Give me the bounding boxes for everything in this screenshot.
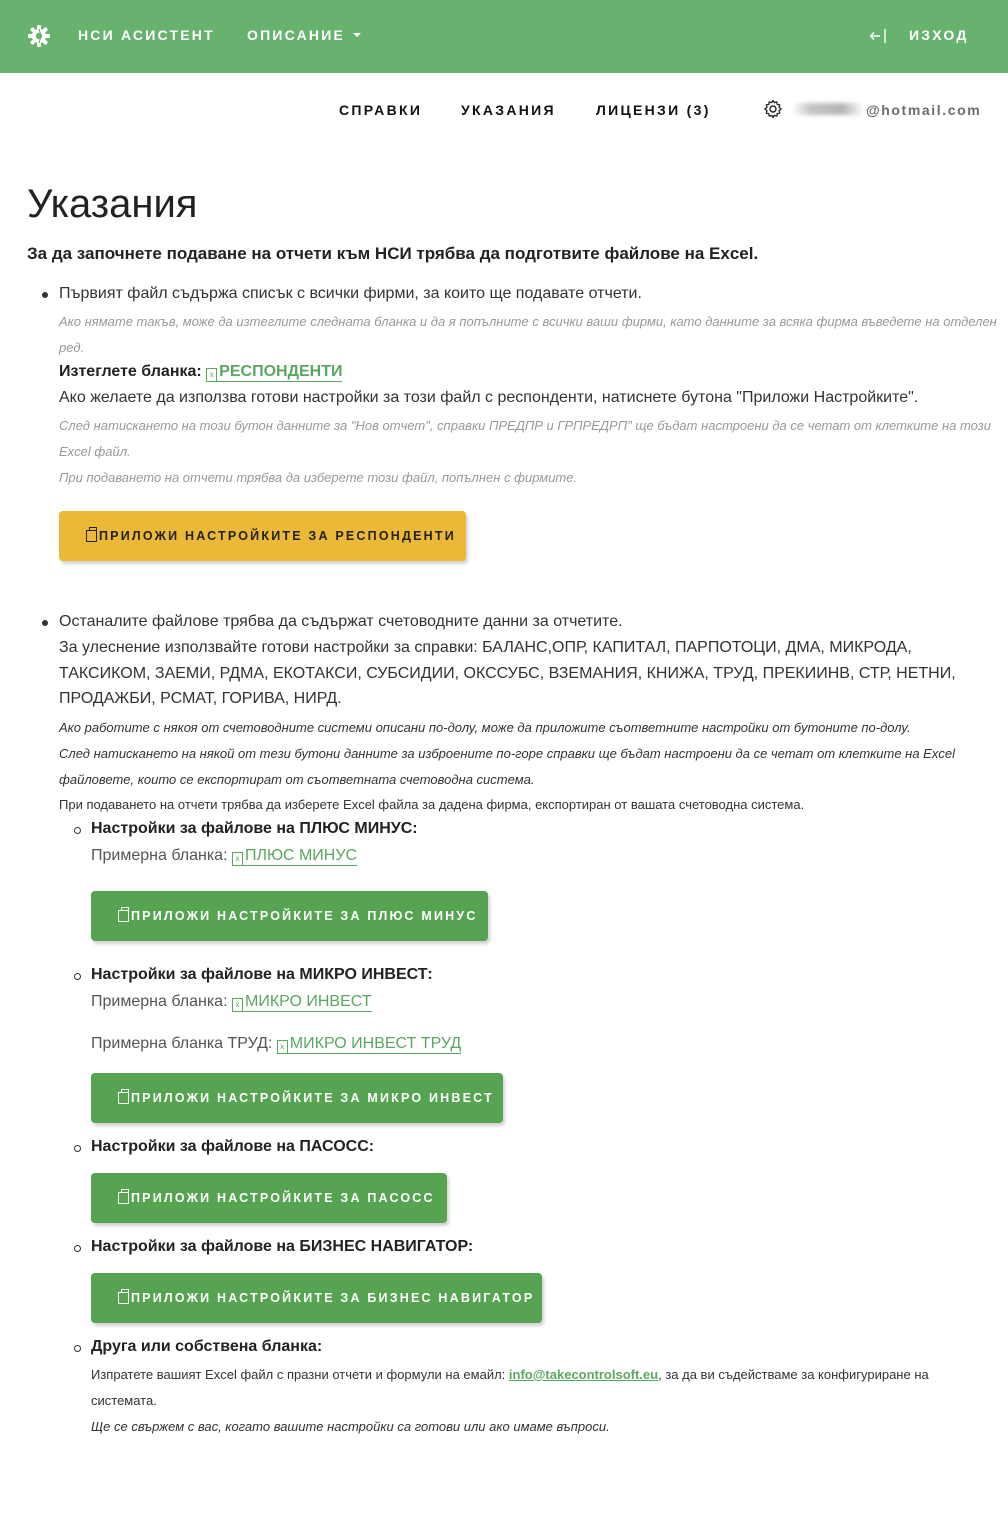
excel-file-icon: x [232, 998, 243, 1012]
custom-note: Ще се свържем с вас, когато вашите настройки са готови или ако имаме въпроси. [91, 1419, 610, 1434]
section2-note1: Ако работите с някоя от счетоводните системи описани по-долу, може да приложите съответните настройки от бутоните по-долу. [59, 720, 911, 735]
apply-plus-minus-label: ПРИЛОЖИ НАСТРОЙКИТЕ ЗА ПЛЮС МИНУС [131, 909, 478, 923]
micro-invest-sample [91, 993, 372, 1012]
respondents-link-label: РЕСПОНДЕНТИ [219, 363, 343, 380]
apply-micro-invest-label: ПРИЛОЖИ НАСТРОЙКИТЕ ЗА МИКРО ИНВЕСТ [131, 1091, 494, 1105]
micro-invest-file-link[interactable] [232, 993, 372, 1012]
plus-minus-sample [91, 847, 357, 866]
apply-respondents-label: ПРИЛОЖИ НАСТРОЙКИТЕ ЗА РЕСПОНДЕНТИ [99, 529, 456, 543]
section1-note2: След натискането на този бутон данните за "Нов отчет", справки ПРЕДПР и ГРПРЕДРП" ще бъдат настроени да се четат от клетките на този [59, 418, 992, 433]
sample-label: Примерна бланка: [91, 993, 228, 1010]
cog-logo-icon[interactable] [27, 24, 51, 48]
respondents-file-link[interactable] [206, 363, 342, 382]
circle-marker [74, 1145, 81, 1152]
section1-note1-cont: ред. [59, 340, 85, 355]
logout-icon[interactable] [869, 28, 887, 44]
clipboard-icon [118, 910, 129, 922]
excel-file-icon: x [206, 368, 217, 382]
custom-text [91, 1367, 929, 1382]
section1-note3: При подаването на отчети трябва да изберете този файл, попълнен с фирмите. [59, 470, 578, 485]
section2-line4: ПРОДАЖБИ, РСМАТ, ГОРИВА, НИРД. [59, 690, 342, 707]
apply-plus-minus-button[interactable] [91, 891, 488, 941]
section2-line1: Останалите файлове трябва да съдържат счетоводните данни за отчетите. [59, 613, 623, 630]
circle-marker [74, 973, 81, 980]
micro-invest-trud-file-link[interactable] [277, 1035, 461, 1054]
bullet-marker [42, 292, 48, 298]
nav-instructions[interactable]: УКАЗАНИЯ [461, 102, 556, 118]
section2-note2-cont: файловете, които се експортират от съответната счетоводна система. [59, 772, 535, 787]
download-label: Изтеглете бланка: [59, 363, 202, 380]
plus-minus-link-label: ПЛЮС МИНУС [244, 847, 358, 864]
apply-business-navigator-label: ПРИЛОЖИ НАСТРОЙКИТЕ ЗА БИЗНЕС НАВИГАТОР [131, 1291, 535, 1305]
download-row [59, 363, 342, 382]
excel-file-icon: x [232, 852, 243, 866]
top-navbar [0, 0, 1008, 73]
micro-invest-heading: Настройки за файлове на МИКРО ИНВЕСТ: [91, 966, 433, 983]
pasoss-heading: Настройки за файлове на ПАСОСС: [91, 1138, 375, 1155]
section1-note1: Ако нямате такъв, може да изтеглите следната бланка и да я попълните с всички ваши фирми, като данните за всяка фирма въведете на отделен [59, 314, 997, 329]
contact-email-link[interactable]: info@takecontrolsoft.eu [508, 1367, 659, 1382]
section2-line2: За улеснение използвайте готови настройки за справки: БАЛАНС,ОПР, КАПИТАЛ, ПАРПОТОЦИ, ДМА, МИКРОДА, [59, 639, 912, 656]
custom-text-after: , за да ви съдействаме за конфигуриране на [658, 1367, 929, 1382]
micro-invest-trud-link-label: МИКРО ИНВЕСТ ТРУД [289, 1035, 462, 1052]
bullet-marker [42, 620, 48, 626]
clipboard-icon [118, 1092, 129, 1104]
chevron-down-icon [353, 33, 361, 37]
section1-note2-cont: Excel файл. [59, 444, 131, 459]
section1-text2: Ако желаете да използва готови настройки за този файл с респонденти, натиснете бутона "Приложи Настройките". [59, 389, 919, 406]
apply-pasoss-button[interactable] [91, 1173, 447, 1223]
sample-trud-label: Примерна бланка ТРУД: [91, 1035, 273, 1052]
brand-link[interactable]: НСИ АСИСТЕНТ [78, 27, 215, 43]
description-menu[interactable] [247, 27, 361, 43]
logout-link[interactable]: ИЗХОД [909, 27, 969, 43]
section2-note3: При подаването на отчети трябва да изберете Excel файла за дадена фирма, експортиран от вашата счетоводна система. [59, 797, 805, 812]
section2-line3: ТАКСИКОМ, ЗАЕМИ, РДМА, ЕКОТАКСИ, СУБСИДИИ, ОКССУБС, ВЗЕМАНИЯ, КНИЖА, ТРУД, ПРЕКИИНВ, СТР, НЕТНИ, [59, 665, 956, 682]
micro-invest-trud-sample [91, 1035, 461, 1054]
lead-text: За да започнете подаване на отчети към НСИ трябва да подготвите файлове на Excel. [27, 244, 759, 263]
apply-respondents-button[interactable] [59, 511, 466, 561]
apply-business-navigator-button[interactable] [91, 1273, 542, 1323]
section2-note2: След натискането на някой от тези бутони данните за изброените по-горе справки ще бъдат настроени да се четат от клетките на Excel [59, 746, 955, 761]
gear-icon[interactable] [763, 99, 783, 119]
micro-invest-link-label: МИКРО ИНВЕСТ [244, 993, 372, 1010]
circle-marker [74, 827, 81, 834]
email-redacted [792, 103, 864, 115]
clipboard-icon [118, 1192, 129, 1204]
nav-licenses[interactable]: ЛИЦЕНЗИ (3) [596, 102, 711, 118]
user-email[interactable]: @hotmail.com [866, 102, 982, 118]
plus-minus-heading: Настройки за файлове на ПЛЮС МИНУС: [91, 820, 418, 837]
custom-heading: Друга или собствена бланка: [91, 1338, 323, 1355]
custom-text-cont: системата. [91, 1393, 157, 1408]
custom-text-before: Изпратете вашият Excel файл с празни отчети и формули на емайл: [91, 1367, 509, 1382]
circle-marker [74, 1245, 81, 1252]
clipboard-icon [118, 1292, 129, 1304]
business-navigator-heading: Настройки за файлове на БИЗНЕС НАВИГАТОР: [91, 1238, 474, 1255]
description-menu-label: ОПИСАНИЕ [247, 27, 345, 43]
nav-reports[interactable]: СПРАВКИ [339, 102, 423, 118]
apply-micro-invest-button[interactable] [91, 1073, 503, 1123]
sample-label: Примерна бланка: [91, 847, 228, 864]
page-title: Указания [27, 182, 198, 226]
excel-file-icon: x [277, 1040, 288, 1054]
plus-minus-file-link[interactable] [232, 847, 357, 866]
section1-text: Първият файл съдържа списък с всички фирми, за които ще подавате отчети. [59, 285, 642, 302]
clipboard-icon [86, 530, 97, 542]
apply-pasoss-label: ПРИЛОЖИ НАСТРОЙКИТЕ ЗА ПАСОСС [131, 1191, 435, 1205]
circle-marker [74, 1345, 81, 1352]
